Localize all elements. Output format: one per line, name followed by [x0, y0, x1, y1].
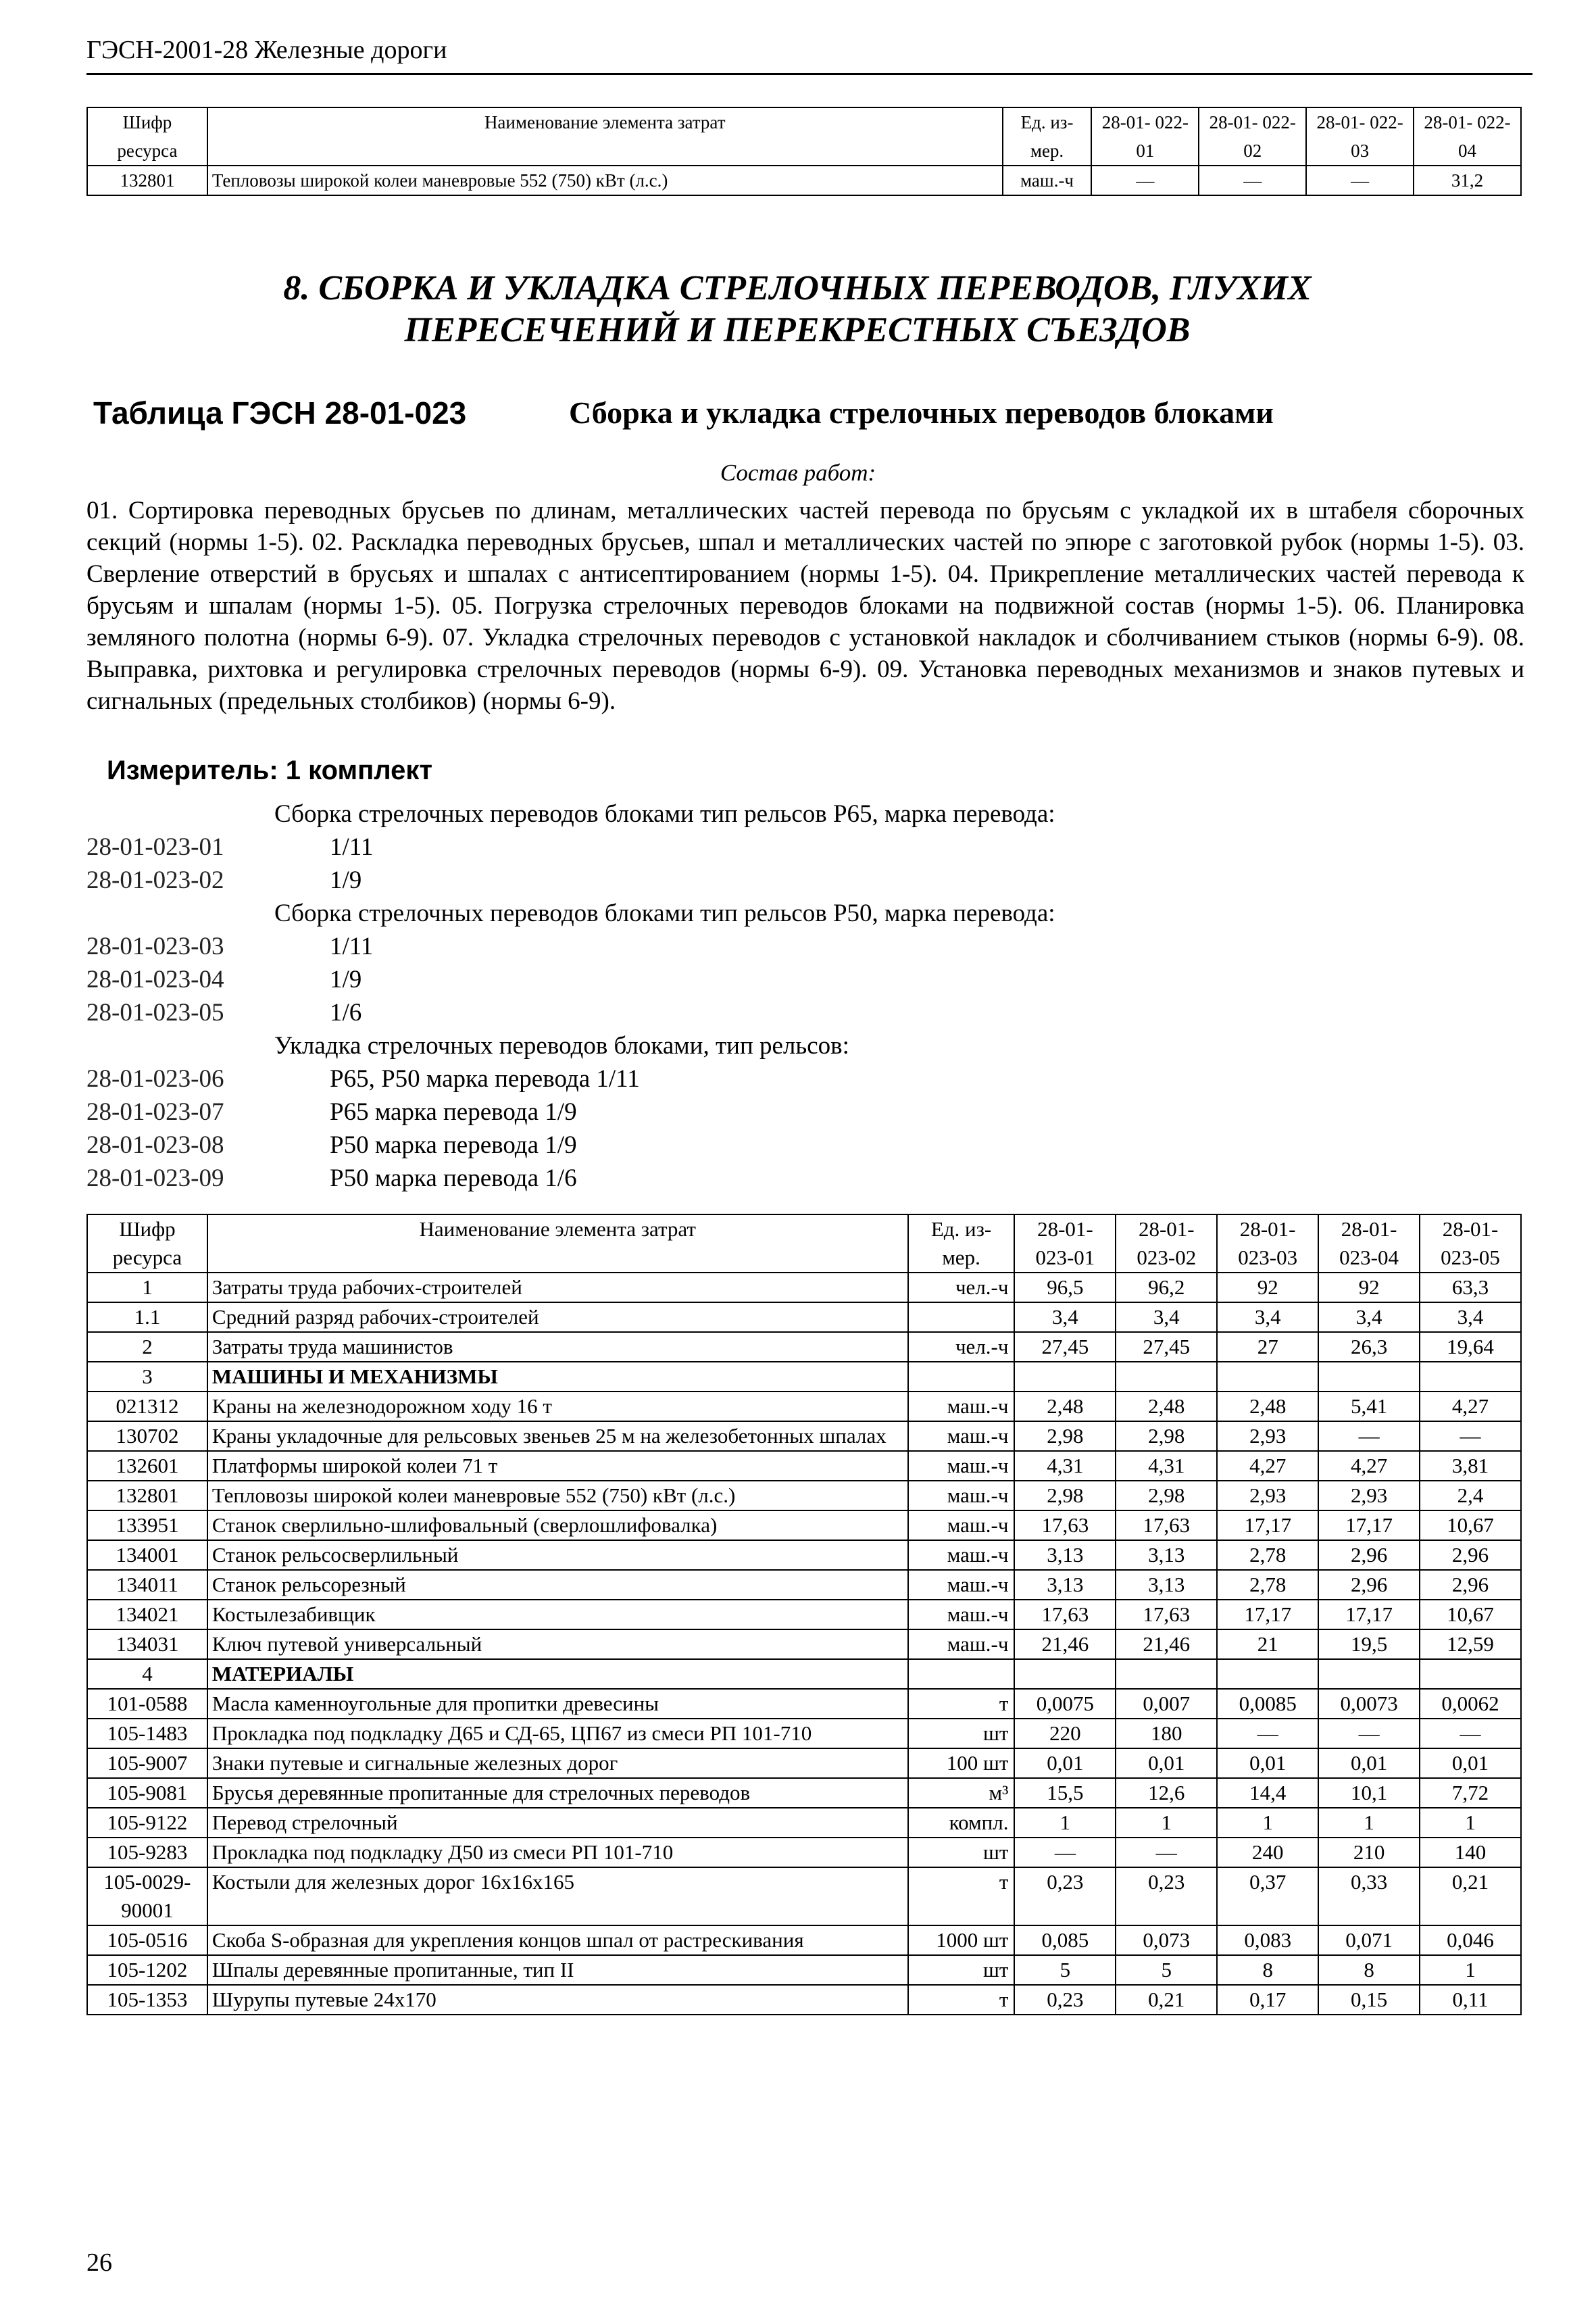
table-cell: 105-0029-90001 — [87, 1867, 207, 1925]
norm-label: Р50 марка перевода 1/9 — [330, 1131, 577, 1159]
table-row — [87, 166, 1521, 195]
norms-list — [86, 797, 1505, 1195]
norms-group-2: Сборка стрелочных переводов блоками тип рельсов Р50, марка перевода: — [274, 900, 1055, 927]
table-cell: 3,13 — [1116, 1570, 1217, 1600]
table-cell: 3,13 — [1014, 1540, 1116, 1570]
table-cell: 0,073 — [1116, 1925, 1217, 1955]
table-row — [87, 1629, 1521, 1659]
column-header: Шифр ресурса — [87, 107, 207, 166]
section-row — [87, 1362, 1521, 1392]
column-header: 28-01- 023-01 — [1014, 1214, 1116, 1273]
table-cell: 0,071 — [1318, 1925, 1420, 1955]
column-header: Наименование элемента затрат — [207, 1214, 908, 1273]
table-cell: шт — [908, 1838, 1015, 1867]
norms-group-3-items — [86, 1062, 1505, 1195]
table-cell: Платформы широкой колеи 71 т — [207, 1451, 908, 1481]
table-cell: 21,46 — [1116, 1629, 1217, 1659]
table-cell: 10,67 — [1420, 1510, 1521, 1540]
table-row — [87, 1600, 1521, 1629]
table-row — [87, 1302, 1521, 1332]
table-cell: 1 — [1318, 1808, 1420, 1838]
table-cell: 2,96 — [1318, 1570, 1420, 1600]
table-row — [87, 1392, 1521, 1421]
table-cell — [908, 1362, 1015, 1392]
table-cell: т — [908, 1689, 1015, 1719]
table-cell: 2,93 — [1217, 1421, 1318, 1451]
table-cell: МАШИНЫ И МЕХАНИЗМЫ — [207, 1362, 908, 1392]
table-cell: Средний разряд рабочих-строителей — [207, 1302, 908, 1332]
norm-code: 28-01-023-07 — [86, 1098, 224, 1126]
table-cell: 105-1353 — [87, 1985, 207, 2015]
table-cell: 0,23 — [1116, 1867, 1217, 1925]
table-row — [87, 1955, 1521, 1985]
column-header: Ед. из- мер. — [1003, 107, 1092, 166]
norm-item — [86, 930, 1505, 963]
table-cell — [1420, 1362, 1521, 1392]
table-cell: 105-1202 — [87, 1955, 207, 1985]
table-cell: 2,98 — [1116, 1421, 1217, 1451]
table-cell: 0,23 — [1014, 1867, 1116, 1925]
table-cell — [1318, 1362, 1420, 1392]
table-cell: Перевод стрелочный — [207, 1808, 908, 1838]
table-cell — [908, 1302, 1015, 1332]
table-cell: 27,45 — [1116, 1332, 1217, 1362]
norm-item — [86, 1096, 1505, 1129]
table-cell: — — [1318, 1719, 1420, 1748]
table-cell: Станок рельсорезный — [207, 1570, 908, 1600]
table-cell: 1 — [87, 1273, 207, 1302]
table-cell: 0,01 — [1217, 1748, 1318, 1778]
column-header: 28-01- 023-04 — [1318, 1214, 1420, 1273]
norm-item — [86, 864, 1505, 897]
table-cell: — — [1306, 166, 1414, 195]
table-cell: 17,63 — [1116, 1600, 1217, 1629]
column-header: 28-01- 022-03 — [1306, 107, 1414, 166]
table-cell: Ключ путевой универсальный — [207, 1629, 908, 1659]
table-cell: 105-9081 — [87, 1778, 207, 1808]
table-cell: 134001 — [87, 1540, 207, 1570]
table-cell: маш.-ч — [908, 1570, 1015, 1600]
table-cell: маш.-ч — [908, 1451, 1015, 1481]
table-cell: 0,33 — [1318, 1867, 1420, 1925]
table-cell: 2,98 — [1014, 1481, 1116, 1510]
table-cell: 133951 — [87, 1510, 207, 1540]
table-cell: 17,63 — [1116, 1510, 1217, 1540]
norm-label: 1/6 — [330, 999, 362, 1027]
table-cell: 0,007 — [1116, 1689, 1217, 1719]
table-cell: 0,0075 — [1014, 1689, 1116, 1719]
table-cell: 0,11 — [1420, 1985, 1521, 2015]
table-cell: 0,01 — [1116, 1748, 1217, 1778]
table-cell: 3,13 — [1116, 1540, 1217, 1570]
norms-group-3: Укладка стрелочных переводов блоками, тип рельсов: — [274, 1032, 849, 1060]
table-cell: 12,6 — [1116, 1778, 1217, 1808]
table-cell: 2,4 — [1420, 1481, 1521, 1510]
table-cell: 210 — [1318, 1838, 1420, 1867]
table-cell: Скоба S-образная для укрепления концов шпал от растрескивания — [207, 1925, 908, 1955]
norm-item — [86, 963, 1505, 996]
table-cell: Шпалы деревянные пропитанные, тип II — [207, 1955, 908, 1985]
norm-item — [86, 996, 1505, 1029]
table-cell: маш.-ч — [908, 1629, 1015, 1659]
table-cell: 132801 — [87, 166, 207, 195]
works-text: 01. Сортировка переводных брусьев по длинам, металлических частей перевода по брусьям с укладкой их в штабеля сборочных секций (нормы 1-5). 02. Раскладка переводных брусьев, шпал и металлических частей по эпюре с заготовкой рубок (нормы 1-5). 03. Сверление отверстий в брусьях и шпалах с антисептированием (нормы 1-5). 04. Прикрепление металлических частей перевода к брусьям и шпалам (нормы 1-5). 05. Погрузка стрелочных переводов блоками на подвижной состав (нормы 1-5). 06. Планировка земляного полотна (нормы 6-9). 07. Укладка стрелочных переводов с установкой накладок и сболчиванием стыков (нормы 6-9). 08. Выправка, рихтовка и регулировка стрелочных переводов (нормы 6-9). 09. Установка переводных механизмов и знаков путевых и сигнальных (предельных столбиков) (нормы 6-9). — [86, 497, 1524, 715]
table-cell: — — [1116, 1838, 1217, 1867]
norms-group-2-items — [86, 930, 1505, 1029]
table-cell: 2,48 — [1217, 1392, 1318, 1421]
table-cell: Прокладка под подкладку Д65 и СД-65, ЦП67 из смеси РП 101-710 — [207, 1719, 908, 1748]
table-cell — [1420, 1659, 1521, 1689]
table-cell: 3 — [87, 1362, 207, 1392]
norm-label: Р65 марка перевода 1/9 — [330, 1098, 577, 1126]
table-cell: 4,31 — [1014, 1451, 1116, 1481]
table-cell: маш.-ч — [908, 1600, 1015, 1629]
norm-item — [86, 1162, 1505, 1195]
table-cell: Костыли для железных дорог 16х16х165 — [207, 1867, 908, 1925]
table-cell: Станок сверлильно-шлифовальный (сверлошлифовалка) — [207, 1510, 908, 1540]
meter: Измеритель: 1 комплект — [107, 756, 433, 785]
table-cell: 3,81 — [1420, 1451, 1521, 1481]
norm-code: 28-01-023-02 — [86, 866, 224, 894]
table-cell: 3,4 — [1318, 1302, 1420, 1332]
table-cell: 1 — [1014, 1808, 1116, 1838]
table-cell: Затраты труда машинистов — [207, 1332, 908, 1362]
table-cell: 0,23 — [1014, 1985, 1116, 2015]
table-cell: 2,48 — [1116, 1392, 1217, 1421]
table-cell: 17,17 — [1217, 1600, 1318, 1629]
table-cell: 105-1483 — [87, 1719, 207, 1748]
table-cell: — — [1091, 166, 1199, 195]
norm-code: 28-01-023-03 — [86, 933, 224, 960]
table-cell: 17,63 — [1014, 1600, 1116, 1629]
works-label: Состав работ: — [720, 460, 876, 486]
table-cell: шт — [908, 1955, 1015, 1985]
norm-item — [86, 1129, 1505, 1162]
table-row — [87, 1689, 1521, 1719]
table-cell: 2,78 — [1217, 1540, 1318, 1570]
table-cell: 021312 — [87, 1392, 207, 1421]
table-cell: 2,93 — [1318, 1481, 1420, 1510]
table-cell: 4,31 — [1116, 1451, 1217, 1481]
table-cell: 140 — [1420, 1838, 1521, 1867]
table-cell: 2 — [87, 1332, 207, 1362]
table-cell: 19,64 — [1420, 1332, 1521, 1362]
table-cell: 4,27 — [1318, 1451, 1420, 1481]
column-header: 28-01- 023-03 — [1217, 1214, 1318, 1273]
table-cell: 240 — [1217, 1838, 1318, 1867]
table-cell: — — [1199, 166, 1306, 195]
table-cell: 0,01 — [1318, 1748, 1420, 1778]
table-cell: 3,4 — [1116, 1302, 1217, 1332]
table-cell: 1 — [1217, 1808, 1318, 1838]
column-header: 28-01- 023-05 — [1420, 1214, 1521, 1273]
table-cell: компл. — [908, 1808, 1015, 1838]
table-cell: 5 — [1014, 1955, 1116, 1985]
table-cell: маш.-ч — [1003, 166, 1092, 195]
table-cell: 130702 — [87, 1421, 207, 1451]
table-cell: 92 — [1217, 1273, 1318, 1302]
table-cell: — — [1217, 1719, 1318, 1748]
table-cell: — — [1420, 1719, 1521, 1748]
table-cell — [1116, 1659, 1217, 1689]
table-cell: 96,2 — [1116, 1273, 1217, 1302]
table-cell: 17,17 — [1318, 1510, 1420, 1540]
table-cell: 1 — [1420, 1955, 1521, 1985]
table-row — [87, 1481, 1521, 1510]
table-cell: 5 — [1116, 1955, 1217, 1985]
column-header: 28-01- 022-01 — [1091, 107, 1199, 166]
table-cell: — — [1014, 1838, 1116, 1867]
norm-code: 28-01-023-05 — [86, 999, 224, 1027]
table-cell: чел.-ч — [908, 1332, 1015, 1362]
table-cell: 220 — [1014, 1719, 1116, 1748]
table-cell: маш.-ч — [908, 1392, 1015, 1421]
table-cell: Брусья деревянные пропитанные для стрелочных переводов — [207, 1778, 908, 1808]
table-cell: 0,083 — [1217, 1925, 1318, 1955]
norm-label: Р65, Р50 марка перевода 1/11 — [330, 1065, 640, 1093]
table-cell — [1217, 1659, 1318, 1689]
main-resource-table — [86, 1214, 1522, 2015]
table-cell: 2,48 — [1014, 1392, 1116, 1421]
table-cell: 31,2 — [1414, 166, 1521, 195]
table-cell: 105-9122 — [87, 1808, 207, 1838]
table-row — [87, 1748, 1521, 1778]
table-cell: 96,5 — [1014, 1273, 1116, 1302]
table-cell — [1014, 1659, 1116, 1689]
table-cell: 2,96 — [1420, 1540, 1521, 1570]
table-cell: Краны на железнодорожном ходу 16 т — [207, 1392, 908, 1421]
table-cell: 105-9283 — [87, 1838, 207, 1867]
norm-label: 1/11 — [330, 833, 374, 861]
norm-code: 28-01-023-01 — [86, 833, 224, 861]
table-cell: 1000 шт — [908, 1925, 1015, 1955]
table-cell: 134011 — [87, 1570, 207, 1600]
table-cell: 27 — [1217, 1332, 1318, 1362]
norm-label: 1/11 — [330, 933, 374, 960]
table-cell: т — [908, 1867, 1015, 1925]
table-cell: 4 — [87, 1659, 207, 1689]
table-cell: 100 шт — [908, 1748, 1015, 1778]
table-cell: МАТЕРИАЛЫ — [207, 1659, 908, 1689]
table-row — [87, 1925, 1521, 1955]
table-cell: 27,45 — [1014, 1332, 1116, 1362]
table-cell — [1014, 1362, 1116, 1392]
table-row — [87, 1451, 1521, 1481]
table-cell: 3,4 — [1014, 1302, 1116, 1332]
running-header: ГЭСН-2001-28 Железные дороги — [86, 36, 447, 64]
column-header: Ед. из- мер. — [908, 1214, 1015, 1273]
table-cell: 63,3 — [1420, 1273, 1521, 1302]
column-header: Наименование элемента затрат — [207, 107, 1003, 166]
table-cell: чел.-ч — [908, 1273, 1015, 1302]
norm-item — [86, 831, 1505, 864]
table-cell: 2,96 — [1420, 1570, 1521, 1600]
table-cell: Краны укладочные для рельсовых звеньев 25 м на железобетонных шпалах — [207, 1421, 908, 1451]
column-header: 28-01- 023-02 — [1116, 1214, 1217, 1273]
table-cell: Костылезабивщик — [207, 1600, 908, 1629]
section-title-line1: 8. СБОРКА И УКЛАДКА СТРЕЛОЧНЫХ ПЕРЕВОДОВ, ГЛУХИХ — [283, 269, 1312, 307]
norm-label: Р50 марка перевода 1/6 — [330, 1164, 577, 1192]
table-cell: 0,21 — [1116, 1985, 1217, 2015]
table-cell: 10,67 — [1420, 1600, 1521, 1629]
table-cell: 4,27 — [1420, 1392, 1521, 1421]
table-cell: 92 — [1318, 1273, 1420, 1302]
table-cell: 21,46 — [1014, 1629, 1116, 1659]
norms-group-1: Сборка стрелочных переводов блоками тип рельсов Р65, марка перевода: — [274, 800, 1055, 828]
table-cell: 3,4 — [1420, 1302, 1521, 1332]
table-row — [87, 1985, 1521, 2015]
table-cell: 0,17 — [1217, 1985, 1318, 2015]
table-row — [87, 1867, 1521, 1925]
header-rule — [86, 73, 1532, 75]
table-cell: 2,96 — [1318, 1540, 1420, 1570]
table-cell — [1217, 1362, 1318, 1392]
page-number: 26 — [86, 2248, 112, 2277]
norm-label: 1/9 — [330, 866, 362, 894]
table-cell: 5,41 — [1318, 1392, 1420, 1421]
norm-code: 28-01-023-09 — [86, 1164, 224, 1192]
table-cell: Прокладка под подкладку Д50 из смеси РП 101-710 — [207, 1838, 908, 1867]
norm-code: 28-01-023-04 — [86, 966, 224, 993]
table-cell: Затраты труда рабочих-строителей — [207, 1273, 908, 1302]
table-cell: 3,13 — [1014, 1570, 1116, 1600]
table-cell: 105-9007 — [87, 1748, 207, 1778]
norm-label: 1/9 — [330, 966, 362, 993]
table-cell: 2,78 — [1217, 1570, 1318, 1600]
table-cell: — — [1318, 1421, 1420, 1451]
table-cell: 4,27 — [1217, 1451, 1318, 1481]
norm-code: 28-01-023-08 — [86, 1131, 224, 1159]
table-cell: 134021 — [87, 1600, 207, 1629]
table-cell: 19,5 — [1318, 1629, 1420, 1659]
table-cell: Тепловозы широкой колеи маневровые 552 (750) кВт (л.с.) — [207, 1481, 908, 1510]
table-row — [87, 1808, 1521, 1838]
table-cell: 0,21 — [1420, 1867, 1521, 1925]
table-cell: 132601 — [87, 1451, 207, 1481]
table-cell: 1 — [1420, 1808, 1521, 1838]
table-cell: 0,0062 — [1420, 1689, 1521, 1719]
table-cell: 17,17 — [1318, 1600, 1420, 1629]
table-row — [87, 1421, 1521, 1451]
table-cell: т — [908, 1985, 1015, 2015]
section-title — [223, 268, 1372, 351]
column-header: 28-01- 022-04 — [1414, 107, 1521, 166]
table-cell: — — [1420, 1421, 1521, 1451]
table-row — [87, 1332, 1521, 1362]
table-cell: 8 — [1318, 1955, 1420, 1985]
main-table-body — [87, 1214, 1521, 2015]
table-cell: маш.-ч — [908, 1540, 1015, 1570]
table-row — [87, 1540, 1521, 1570]
norm-item — [86, 1062, 1505, 1096]
table-cell: маш.-ч — [908, 1421, 1015, 1451]
table-cell: 134031 — [87, 1629, 207, 1659]
section-title-line2: ПЕРЕСЕЧЕНИЙ И ПЕРЕКРЕСТНЫХ СЪЕЗДОВ — [404, 311, 1191, 349]
table-cell: 2,93 — [1217, 1481, 1318, 1510]
table-cell: Шурупы путевые 24х170 — [207, 1985, 908, 2015]
table-cell: 101-0588 — [87, 1689, 207, 1719]
norm-code: 28-01-023-06 — [86, 1065, 224, 1093]
table-cell: 1.1 — [87, 1302, 207, 1332]
table-cell: 14,4 — [1217, 1778, 1318, 1808]
column-header: 28-01- 022-02 — [1199, 107, 1306, 166]
top-table-body — [87, 107, 1521, 195]
table-cell: 0,01 — [1014, 1748, 1116, 1778]
table-cell: 15,5 — [1014, 1778, 1116, 1808]
table-row — [87, 1778, 1521, 1808]
table-row — [87, 1273, 1521, 1302]
table-cell: 2,98 — [1014, 1421, 1116, 1451]
table-cell: шт — [908, 1719, 1015, 1748]
table-cell: 0,046 — [1420, 1925, 1521, 1955]
table-cell: 10,1 — [1318, 1778, 1420, 1808]
table-header-row — [87, 107, 1521, 166]
table-cell: 0,37 — [1217, 1867, 1318, 1925]
table-cell: 17,17 — [1217, 1510, 1318, 1540]
table-cell: 0,15 — [1318, 1985, 1420, 2015]
section-row — [87, 1659, 1521, 1689]
table-cell: 1 — [1116, 1808, 1217, 1838]
table-cell: 180 — [1116, 1719, 1217, 1748]
table-cell — [1116, 1362, 1217, 1392]
table-row — [87, 1510, 1521, 1540]
table-cell: 132801 — [87, 1481, 207, 1510]
table-cell: 21 — [1217, 1629, 1318, 1659]
table-name: Сборка и укладка стрелочных переводов блоками — [569, 395, 1274, 430]
table-cell: маш.-ч — [908, 1510, 1015, 1540]
table-cell: 17,63 — [1014, 1510, 1116, 1540]
table-cell: 0,01 — [1420, 1748, 1521, 1778]
table-cell: 12,59 — [1420, 1629, 1521, 1659]
table-number: Таблица ГЭСН 28-01-023 — [93, 395, 467, 430]
table-cell: маш.-ч — [908, 1481, 1015, 1510]
column-header: Шифр ресурса — [87, 1214, 207, 1273]
table-cell: 0,085 — [1014, 1925, 1116, 1955]
table-cell: м³ — [908, 1778, 1015, 1808]
table-cell: 0,0085 — [1217, 1689, 1318, 1719]
table-cell: Станок рельсосверлильный — [207, 1540, 908, 1570]
table-cell: 3,4 — [1217, 1302, 1318, 1332]
table-cell: 26,3 — [1318, 1332, 1420, 1362]
table-cell — [1318, 1659, 1420, 1689]
table-cell: 2,98 — [1116, 1481, 1217, 1510]
table-cell: 8 — [1217, 1955, 1318, 1985]
table-cell: Знаки путевые и сигнальные железных дорог — [207, 1748, 908, 1778]
table-cell: 0,0073 — [1318, 1689, 1420, 1719]
top-resource-table — [86, 107, 1522, 196]
table-header-row — [87, 1214, 1521, 1273]
norms-group-1-items — [86, 831, 1505, 897]
table-row — [87, 1570, 1521, 1600]
table-row — [87, 1838, 1521, 1867]
table-cell: Масла каменноугольные для пропитки древесины — [207, 1689, 908, 1719]
table-cell: 105-0516 — [87, 1925, 207, 1955]
table-cell: 7,72 — [1420, 1778, 1521, 1808]
table-cell: Тепловозы широкой колеи маневровые 552 (750) кВт (л.с.) — [207, 166, 1003, 195]
table-cell — [908, 1659, 1015, 1689]
table-row — [87, 1719, 1521, 1748]
